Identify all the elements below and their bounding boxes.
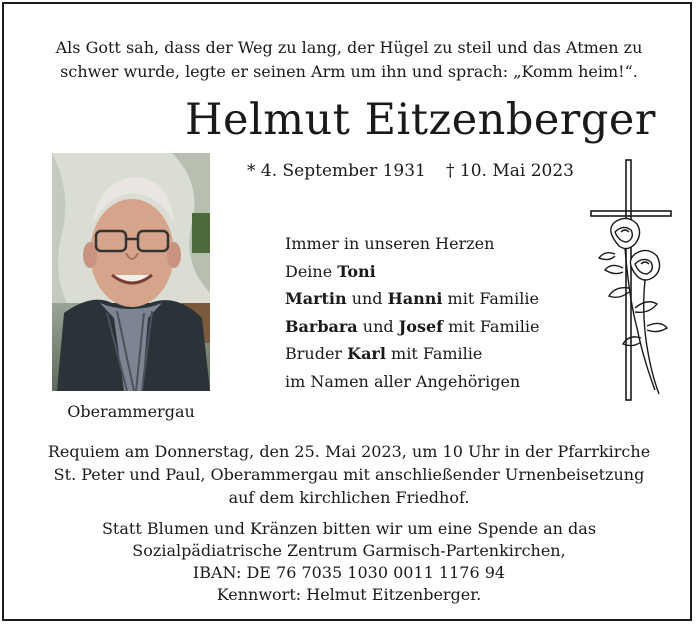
requiem-line-2: St. Peter und Paul, Oberammergau mit anschließender Urnenbeisetzung [53, 465, 645, 484]
motto-line-1: Als Gott sah, dass der Weg zu lang, der Hügel zu steil und das Atmen zu [55, 38, 643, 57]
mourner-name: Barbara [285, 316, 358, 336]
requiem-info [0, 440, 698, 509]
mourner-name: Josef [398, 316, 444, 336]
birth-date: * 4. September 1931 [247, 161, 426, 181]
mourner-name: Karl [347, 344, 386, 364]
mourner-line: Barbara und Josef mit Familie [285, 316, 540, 336]
donation-keyword: Kennwort: Helmut Eitzenberger. [216, 585, 482, 604]
mourner-line: Bruder Karl mit Familie [285, 344, 483, 364]
requiem-line-1: Requiem am Donnerstag, den 25. Mai 2023, um 10 Uhr in der Pfarrkirche [47, 442, 651, 461]
portrait-photo [52, 153, 210, 391]
mourners-list [285, 230, 539, 396]
motto-line-2: schwer wurde, legte er seinen Arm um ihn und sprach: „Komm heim!“. [60, 62, 638, 81]
donation-info [0, 518, 698, 606]
mourner-name: Hanni [387, 289, 443, 309]
hometown: Oberammergau [67, 402, 195, 421]
portrait-drawing [52, 153, 210, 391]
death-date: † 10. Mai 2023 [446, 161, 574, 181]
mourner-name: Toni [337, 261, 376, 281]
donation-line-2: Sozialpädiatrische Zentrum Garmisch-Partenkirchen, [132, 541, 566, 560]
mourner-line: Deine Toni [285, 261, 376, 281]
deceased-name: Helmut Eitzenberger [185, 95, 656, 145]
requiem-line-3: auf dem kirchlichen Friedhof. [228, 488, 470, 507]
donation-iban: IBAN: DE 76 7035 1030 0011 1176 94 [192, 563, 506, 582]
mourner-name: Martin [285, 289, 347, 309]
mourner-line: Immer in unseren Herzen [285, 234, 495, 253]
cross-with-roses-icon [585, 158, 675, 407]
mourner-line: im Namen aller Angehörigen [285, 371, 521, 391]
donation-line-1: Statt Blumen und Kränzen bitten wir um eine Spende an das [101, 519, 597, 538]
motto [0, 36, 698, 84]
mourner-line: Martin und Hanni mit Familie [285, 289, 539, 309]
